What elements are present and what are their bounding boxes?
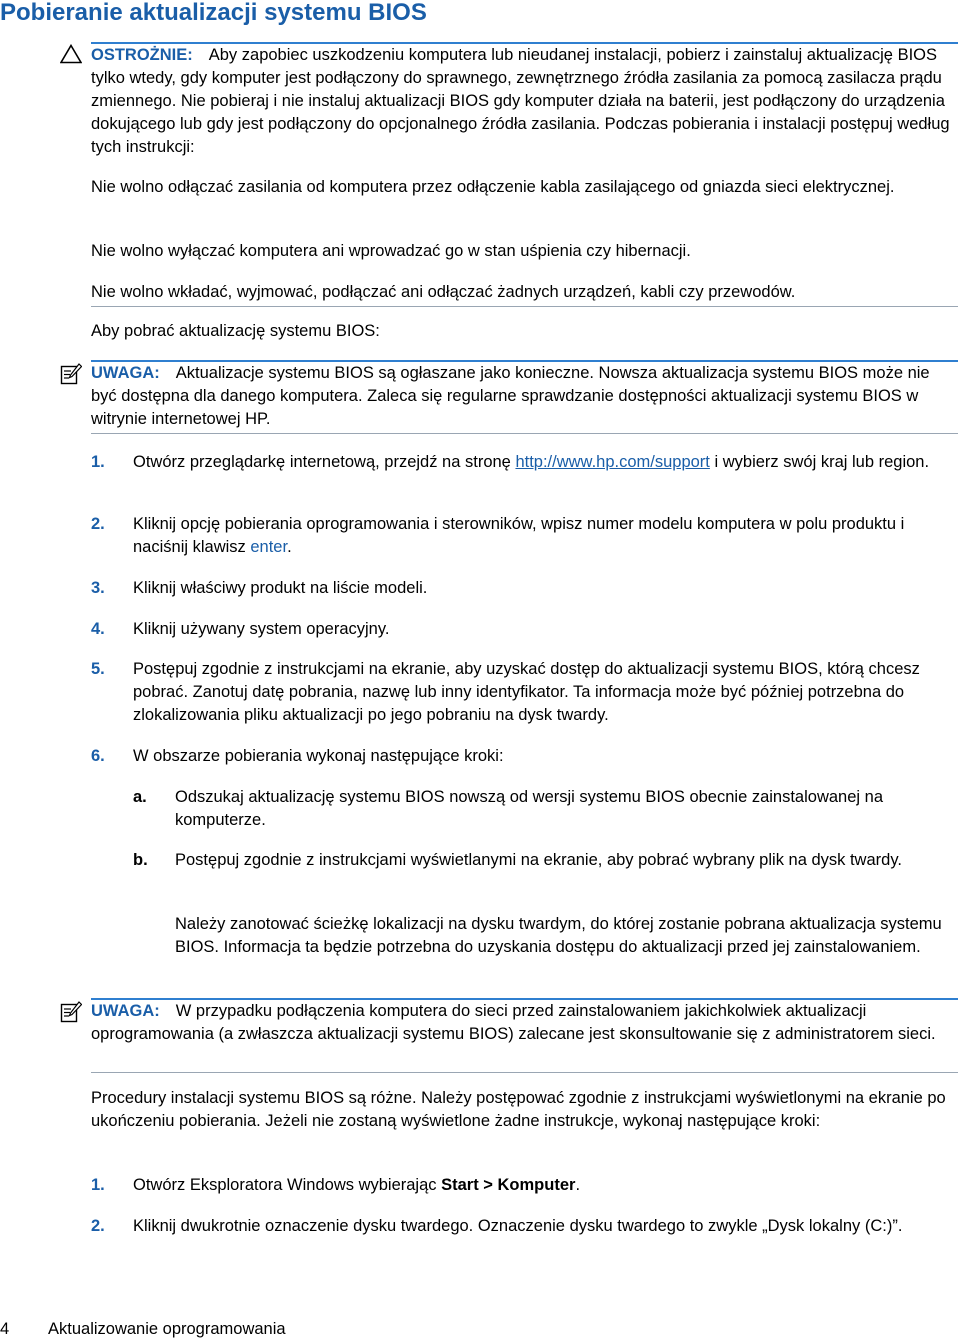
caution-item: Nie wolno wkładać, wyjmować, podłączać ani odłączać żadnych urządzeń, kabli czy przewodów. (91, 283, 796, 301)
enter-key-label: enter (250, 538, 288, 556)
note1-paragraph (91, 362, 958, 431)
note1-label: UWAGA: (91, 364, 160, 382)
step-item: 6. W obszarze pobierania wykonaj następujące kroki: (91, 747, 504, 765)
hp-support-link[interactable]: http://www.hp.com/support (515, 453, 710, 471)
note-pencil-icon (60, 1001, 82, 1023)
caution-bottom-rule (91, 306, 958, 307)
chapter-title: Aktualizowanie oprogramowania (48, 1320, 286, 1338)
caution-paragraph (91, 44, 958, 159)
procedures-text: Procedury instalacji systemu BIOS są różne. Należy postępować zgodnie z instrukcjami wyświetlonymi na ekranie po ukończeniu pobierania. Jeżeli nie zostaną wyświetlone żadne instrukcje, wykonaj następujące kroki: (91, 1089, 946, 1130)
note-pencil-icon (60, 363, 82, 385)
substep-note: Należy zanotować ścieżkę lokalizacji na dysku twardym, do której zostanie pobrana aktualizacja systemu BIOS. Informacja ta będzie potrzebna do uzyskania dostępu do aktualizacji przed jej zainstalowaniem. (175, 915, 942, 956)
step-item: 3. Kliknij właściwy produkt na liście modeli. (91, 579, 428, 597)
step-item: 2. Kliknij dwukrotnie oznaczenie dysku twardego. Oznaczenie dysku twardego to zwykle „Dysk lokalny (C:)”. (91, 1217, 903, 1235)
note1-block (91, 362, 958, 431)
step-item: 1. Otwórz Eksploratora Windows wybierając Start > Komputer. (91, 1176, 581, 1194)
note2-label: UWAGA: (91, 1002, 160, 1020)
substep-item: a. Odszukaj aktualizację systemu BIOS nowszą od wersji systemu BIOS obecnie zainstalowanej na komputerze. (133, 788, 883, 829)
page-title: Pobieranie aktualizacji systemu BIOS (0, 0, 427, 26)
step-item: 5. Postępuj zgodnie z instrukcjami na ekranie, aby uzyskać dostęp do aktualizacji systemu BIOS, którą chcesz pobrać. Zanotuj datę pobrania, nazwę lub inny identyfikator. Ta informacja może być później potrzebna do zlokalizowania pliku aktualizacji po jego pobraniu na dysk twardy. (91, 660, 920, 724)
caution-block (91, 44, 958, 159)
warning-triangle-icon (60, 44, 82, 64)
caution-label: OSTROŻNIE: (91, 46, 193, 64)
note1-text: Aktualizacje systemu BIOS są ogłaszane jako konieczne. Nowsza aktualizacja systemu BIOS może nie być dostępna dla danego komputera. Zaleca się regularne sprawdzanie dostępności aktualizacji systemu BIOS w witrynie internetowej HP. (91, 364, 930, 428)
caution-item: Nie wolno wyłączać komputera ani wprowadzać go w stan uśpienia czy hibernacji. (91, 242, 691, 260)
step-item: 1. Otwórz przeglądarkę internetową, przejdź na stronę http://www.hp.com/support i wybierz swój kraj lub region. (91, 453, 930, 471)
note2-paragraph (91, 1000, 958, 1046)
intro-text: Aby pobrać aktualizację systemu BIOS: (91, 322, 380, 340)
caution-item: Nie wolno odłączać zasilania od komputera przez odłączenie kabla zasilającego od gniazda sieci elektrycznej. (91, 178, 895, 196)
page-number: 4 (0, 1320, 10, 1338)
note2-block (91, 1000, 958, 1046)
substep-item: b. Postępuj zgodnie z instrukcjami wyświetlanymi na ekranie, aby pobrać wybrany plik na dysk twardy. (133, 851, 902, 869)
note2-text: W przypadku podłączenia komputera do sieci przed zainstalowaniem jakichkolwiek aktualizacji oprogramowania (a zwłaszcza aktualizacji systemu BIOS) zalecane jest skonsultowanie się z administratorem sieci. (91, 1002, 936, 1043)
note1-bottom-rule (91, 433, 958, 434)
caution-text: Aby zapobiec uszkodzeniu komputera lub nieudanej instalacji, pobierz i zainstaluj aktualizację BIOS tylko wtedy, gdy komputer jest podłączony do sprawnego, zewnętrznego źródła zasilania za pomocą zasilacza prądu zmiennego. Nie pobieraj i nie instaluj aktualizacji BIOS gdy komputer działa na baterii, jest podłączony do urządzenia dokującego lub gdy jest podłączony do opcjonalnego źródła zasilania. Podczas pobierania i instalacji postępuj według tych instrukcji: (91, 46, 950, 156)
step-item: 2. Kliknij opcję pobierania oprogramowania i sterowników, wpisz numer modelu komputera w polu produktu i naciśnij klawisz enter. (91, 515, 905, 556)
note2-bottom-rule (91, 1072, 958, 1073)
step-item: 4. Kliknij używany system operacyjny. (91, 620, 390, 638)
